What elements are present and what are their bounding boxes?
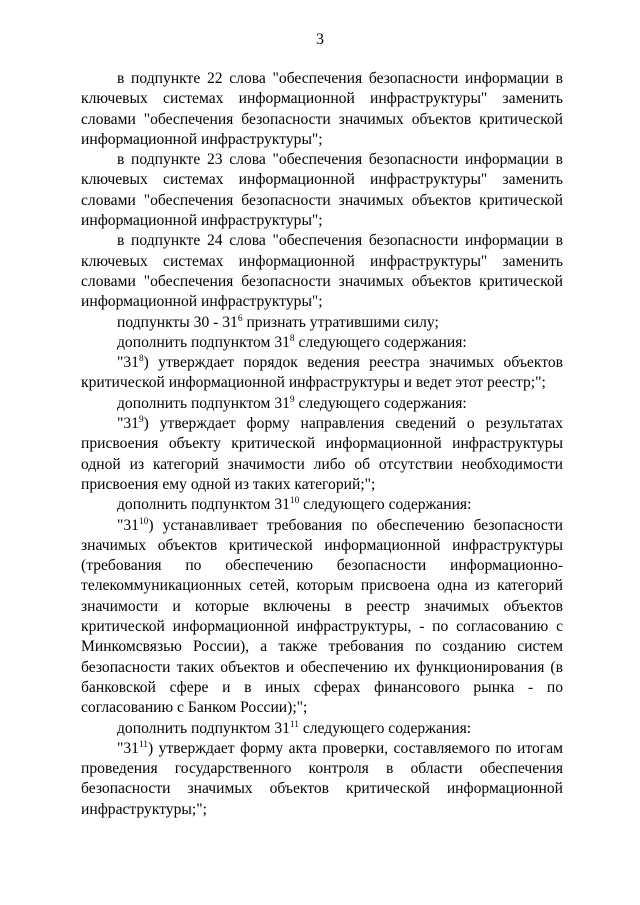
quote-prefix: "31 — [117, 354, 139, 372]
paragraph-subpoint-24: в подпункте 24 слова "обеспечения безопасности информации в ключевых системах информационной инфраструктуры" заменить словами "обеспечения безопасности значимых объектов критической информационной инфраструктуры"; — [81, 232, 563, 311]
repeal-superscript: 6 — [237, 313, 243, 324]
quote-text: ) утверждает форму акта проверки, составляемого по итогам проведения государственного контроля в области обеспечения безопасности значимых объектов критической информационной инфраструктуры;"; — [81, 739, 563, 818]
quote-31-10 — [81, 516, 563, 719]
repeal-text: подпункты 30 - 31 — [117, 313, 238, 331]
quote-superscript: 8 — [138, 353, 144, 364]
document-body — [81, 69, 563, 820]
paragraph-repeal — [81, 313, 563, 333]
intro-31-9 — [81, 394, 563, 414]
intro-text: дополнить подпунктом 31 — [117, 333, 290, 351]
intro-31-8 — [81, 333, 563, 353]
quote-31-9 — [81, 414, 563, 495]
intro-suffix: следующего содержания: — [298, 719, 472, 737]
intro-text: дополнить подпунктом 31 — [117, 719, 290, 737]
intro-superscript: 10 — [289, 496, 300, 507]
quote-text: ) утверждает порядок ведения реестра значимых объектов критической информационной инфраструктуры и ведет этот реестр;"; — [81, 354, 563, 392]
intro-text: дополнить подпунктом 31 — [117, 394, 290, 412]
quote-31-8 — [81, 353, 563, 394]
intro-31-11 — [81, 719, 563, 739]
intro-superscript: 11 — [289, 719, 299, 730]
quote-superscript: 9 — [138, 414, 144, 425]
intro-superscript: 8 — [289, 333, 295, 344]
intro-suffix: следующего содержания: — [299, 496, 472, 514]
intro-31-10 — [81, 495, 563, 515]
paragraph-subpoint-22: в подпункте 22 слова "обеспечения безопасности информации в ключевых системах информационной инфраструктуры" заменить словами "обеспечения безопасности значимых объектов критической информационной инфраструктуры"; — [81, 70, 563, 148]
intro-suffix: следующего содержания: — [294, 394, 467, 412]
quote-prefix: "31 — [117, 516, 139, 534]
quote-superscript: 11 — [138, 739, 148, 750]
quote-prefix: "31 — [117, 739, 139, 757]
intro-text: дополнить подпунктом 31 — [117, 496, 290, 514]
paragraph-subpoint-23: в подпункте 23 слова "обеспечения безопасности информации в ключевых системах информационной инфраструктуры" заменить словами "обеспечения безопасности значимых объектов критической информационной инфраструктуры"; — [81, 151, 563, 230]
quote-superscript: 10 — [138, 516, 149, 527]
quote-prefix: "31 — [117, 415, 139, 433]
quote-text: ) утверждает форму направления сведений о результатах присвоения объекту критической информационной инфраструктуры одной из категорий значимости либо об отсутствии необходимости присвоения ему одной из таких категорий;"; — [81, 415, 563, 493]
repeal-suffix: признать утратившими силу; — [242, 313, 439, 331]
page-number: 3 — [316, 31, 324, 48]
quote-text: ) устанавливает требования по обеспечению безопасности значимых объектов критической информационной инфраструктуры (требования по обеспечению безопасности информационно-телекоммуникационных сетей, которым присвоена одна из категорий значимости и которые включены в реестр значимых объектов критической информационной инфраструктуры, - по согласованию с Минкомсвязью России), а также требования по созданию систем безопасности таких объектов и обеспечению их функционирования (в банковской сфере и в иных сферах финансового рынка - по согласованию с Банком России);"; — [81, 516, 563, 717]
intro-superscript: 9 — [289, 394, 295, 405]
quote-31-11 — [81, 739, 563, 820]
intro-suffix: следующего содержания: — [294, 333, 467, 351]
